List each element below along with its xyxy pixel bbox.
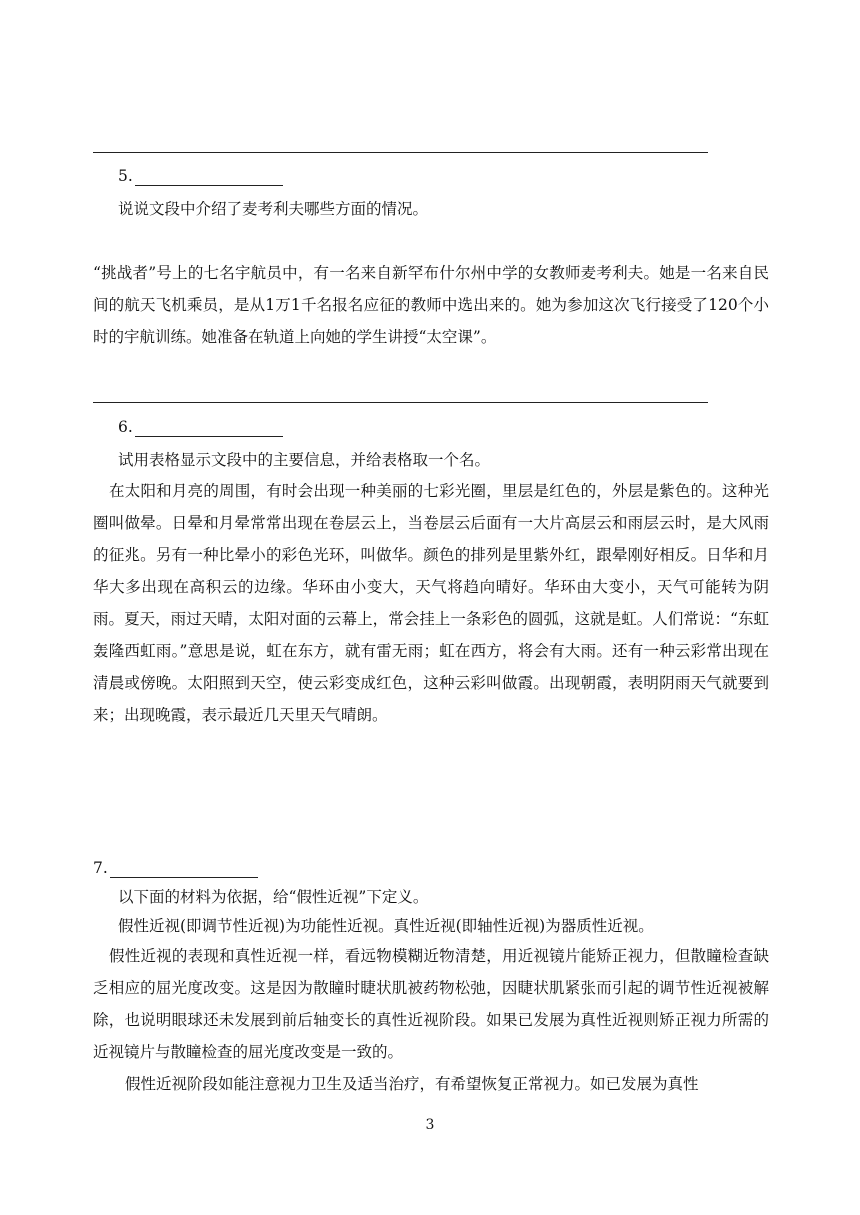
answer-blank[interactable] [110,861,258,878]
question-7-number [93,858,258,878]
question-6-number [118,417,283,437]
answer-line [93,152,708,153]
question-6-passage: 在太阳和月亮的周围，有时会出现一种美丽的七彩光圈，里层是红色的，外层是紫色的。这种光圈叫做晕。日晕和月晕常常出现在卷层云上，当卷层云后面有一大片高层云和雨层云时，是大风雨的征兆。另有一种比晕小的彩色光环，叫做华。颜色的排列是里紫外红，跟晕刚好相反。日华和月华大多出现在高积云的边缘。华环由小变大，天气将趋向晴好。华环由大变小，天气可能转为阴雨。夏天，雨过天晴，太阳对面的云幕上，常会挂上一条彩色的圆弧，这就是虹。人们常说：“东虹轰隆西虹雨。”意思是说，虹在东方，就有雷无雨；虹在西方，将会有大雨。还有一种云彩常出现在清晨或傍晚。太阳照到天空，使云彩变成红色，这种云彩叫做霞。出现朝霞，表明阴雨天气就要到来；出现晚霞，表示最近几天里天气晴朗。 [93,482,769,724]
question-5-passage: “挑战者”号上的七名宇航员中，有一名来自新罕布什尔州中学的女教师麦考利夫。她是一名来自民间的航天飞机乘员，是从1万1千名报名应征的教师中选出来的。她为参加这次飞行接受了120个小时的宇航训练。她准备在轨道上向她的学生讲授“太空课”。 [93,264,769,346]
question-5-number [118,166,283,186]
page-number: 3 [425,1117,435,1133]
answer-blank[interactable] [135,169,283,186]
answer-line [93,402,708,403]
question-number-label: 7. [93,859,108,877]
question-number-label: 5. [118,167,133,185]
question-number-label: 6. [118,418,133,436]
question-7-prompt: 以下面的材料为依据，给“假性近视”下定义。 [118,888,429,906]
question-7-material-3: 假性近视阶段如能注意视力卫生及适当治疗，有希望恢复正常视力。如已发展为真性 [125,1075,699,1093]
question-7-material-1: 假性近视(即调节性近视)为功能性近视。真性近视(即轴性近视)为器质性近视。 [118,917,654,935]
question-7-material-2: 假性近视的表现和真性近视一样，看远物模糊近物清楚，用近视镜片能矫正视力，但散瞳检查缺乏相应的屈光度改变。这是因为散瞳时睫状肌被药物松弛，因睫状肌紧张而引起的调节性近视被解除，也说明眼球还未发展到前后轴变长的真性近视阶段。如果已发展为真性近视则矫正视力所需的近视镜片与散瞳检查的屈光度改变是一致的。 [93,947,769,1061]
question-6-prompt: 试用表格显示文段中的主要信息，并给表格取一个名。 [118,451,491,469]
answer-blank[interactable] [135,420,283,437]
question-5-prompt: 说说文段中介绍了麦考利夫哪些方面的情况。 [118,200,429,218]
